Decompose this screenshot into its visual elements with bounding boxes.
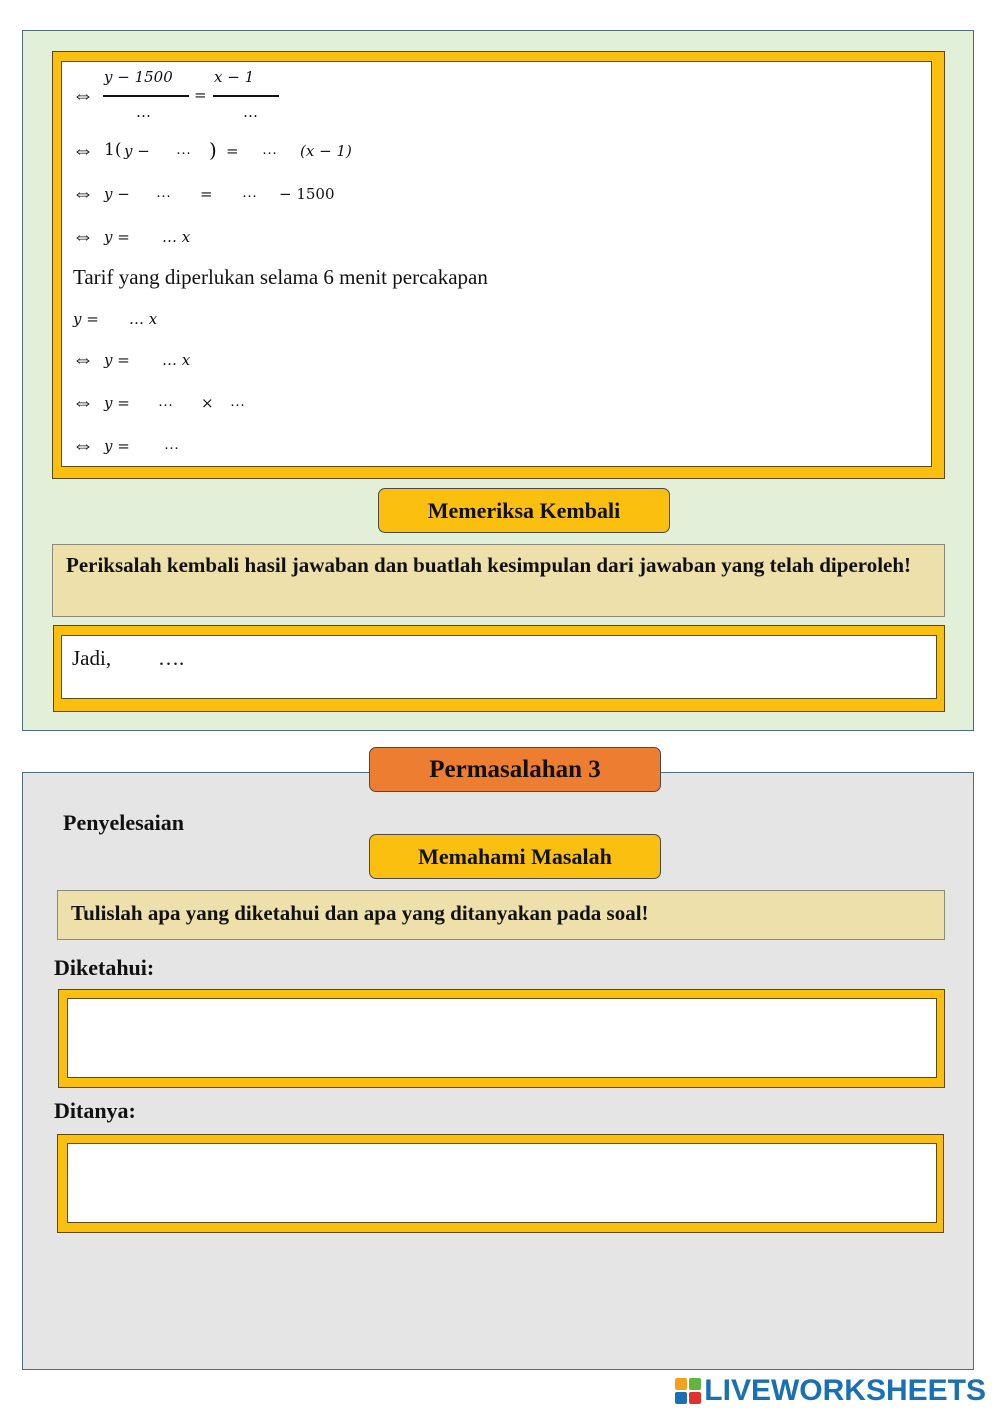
- fraction-denominator-left: …: [136, 103, 151, 121]
- step6-y: y =: [104, 351, 130, 369]
- step2-blank: …: [176, 142, 191, 158]
- step3-blank: …: [242, 185, 257, 201]
- fraction-bar-right: [213, 95, 279, 97]
- equivalence-arrow: ⇔: [72, 180, 94, 205]
- problem3-title: [369, 747, 661, 792]
- step2-equals: =: [226, 142, 239, 160]
- diketahui-label: Diketahui:: [54, 955, 155, 980]
- tarif-statement: Tarif yang diperlukan selama 6 menit percakapan: [73, 265, 488, 289]
- liveworksheets-logo[interactable]: [675, 1374, 986, 1408]
- fraction-numerator-right: x − 1: [214, 68, 255, 86]
- diketahui-input[interactable]: [67, 998, 937, 1078]
- step5-result: … x: [129, 310, 158, 328]
- logo-mark-icon: [675, 1378, 701, 1404]
- problem3-instruction-text: Tulislah apa yang diketahui dan apa yang ditanyakan pada soal!: [71, 901, 649, 925]
- memahami-masalah-label: Memahami Masalah: [418, 843, 612, 869]
- step7-blank: …: [230, 394, 245, 410]
- step2-factor: (x − 1): [300, 142, 352, 160]
- step2-y: y −: [124, 142, 150, 160]
- fraction-denominator-right: …: [243, 103, 258, 121]
- fraction-numerator-left: y − 1500: [104, 68, 173, 86]
- step3-equals: =: [200, 185, 213, 203]
- conclusion-dots: ….: [158, 646, 185, 670]
- equivalence-arrow: ⇔: [72, 346, 94, 371]
- fraction-bar-left: [103, 95, 189, 97]
- fraction-equals: =: [194, 86, 207, 104]
- solution-steps-box: [61, 61, 932, 467]
- logo-text: LIVEWORKSHEETS: [704, 1374, 986, 1407]
- step8-blank: …: [164, 437, 179, 453]
- step7-y: y =: [104, 394, 130, 412]
- memeriksa-kembali-title: [378, 488, 670, 533]
- equivalence-arrow: ⇔: [72, 432, 94, 457]
- problem3-title-label: Permasalahan 3: [429, 755, 601, 783]
- step7-blank: …: [158, 394, 173, 410]
- ditanya-label: Ditanya:: [54, 1098, 136, 1123]
- memeriksa-instruction-text: Periksalah kembali hasil jawaban dan buatlah kesimpulan dari jawaban yang telah diperoleh!: [66, 553, 912, 577]
- conclusion-prefix: Jadi,: [72, 646, 112, 670]
- step3-y: y −: [104, 185, 130, 203]
- step2-blank: …: [262, 142, 277, 158]
- problem3-instruction: [57, 890, 945, 940]
- equivalence-arrow: ⇔: [72, 82, 94, 107]
- step5-y: y =: [73, 310, 99, 328]
- ditanya-input[interactable]: [67, 1143, 937, 1223]
- step8-y: y =: [104, 437, 130, 455]
- penyelesaian-heading: Penyelesaian: [63, 810, 184, 835]
- step2-close-paren: ): [209, 138, 217, 162]
- memahami-masalah-title: [369, 834, 661, 879]
- step4-result: … x: [162, 228, 191, 246]
- step4-y: y =: [104, 228, 130, 246]
- step7-times: ×: [201, 394, 214, 412]
- equivalence-arrow: ⇔: [72, 137, 94, 162]
- step6-result: … x: [162, 351, 191, 369]
- step2-coefficient: 1(: [104, 140, 122, 160]
- equivalence-arrow: ⇔: [72, 389, 94, 414]
- step3-constant: − 1500: [279, 185, 335, 203]
- equivalence-arrow: ⇔: [72, 223, 94, 248]
- conclusion-answer-field[interactable]: [61, 635, 937, 699]
- memeriksa-kembali-label: Memeriksa Kembali: [427, 497, 621, 523]
- step3-blank: …: [156, 185, 171, 201]
- memeriksa-instruction: [52, 544, 945, 617]
